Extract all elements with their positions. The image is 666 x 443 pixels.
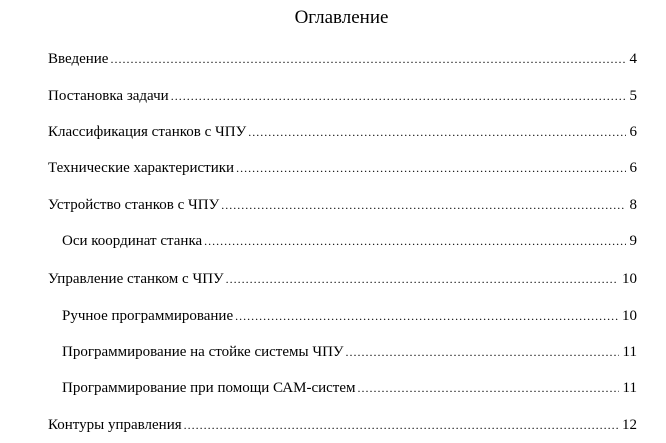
dot-leader (226, 268, 618, 290)
toc-entry-label: Ручное программирование (62, 308, 234, 324)
toc-entry-specifications[interactable] (0, 157, 666, 179)
toc-entry-page: 10 (622, 308, 637, 324)
toc-entry-label: Оси координат станка (62, 233, 203, 249)
page-title: Оглавление (294, 7, 389, 28)
toc-entry-page: 12 (622, 417, 637, 433)
toc-entry-label: Устройство станков с ЧПУ (48, 197, 220, 213)
dot-leader (346, 341, 619, 363)
toc-entry-page: 11 (622, 344, 637, 360)
toc-entry-page: 10 (622, 271, 637, 287)
toc-entry-page: 6 (629, 124, 637, 140)
toc-entry-problem-statement[interactable] (0, 85, 666, 107)
toc-entry-label: Программирование при помощи САМ-систем (62, 380, 356, 396)
dot-leader (184, 414, 618, 436)
toc-entry-coordinate-axes[interactable] (0, 230, 666, 252)
dot-leader (221, 194, 625, 216)
toc-entry-label: Программирование на стойке системы ЧПУ (62, 344, 344, 360)
toc-entry-cnc-rack-programming[interactable] (0, 341, 666, 363)
toc-entry-label: Введение (48, 51, 109, 67)
toc-entry-structure[interactable] (0, 194, 666, 216)
toc-entry-page: 8 (629, 197, 637, 213)
toc-entry-manual-programming[interactable] (0, 305, 666, 327)
toc-entry-page: 11 (622, 380, 637, 396)
toc-entry-cam-programming[interactable] (0, 377, 666, 399)
toc-entry-classification[interactable] (0, 121, 666, 143)
toc-entry-label: Управление станком с ЧПУ (48, 271, 224, 287)
toc-entry-label: Постановка задачи (48, 88, 169, 104)
dot-leader (248, 121, 625, 143)
dot-leader (110, 48, 625, 70)
toc-entry-page: 4 (629, 51, 637, 67)
toc-entry-label: Технические характеристики (48, 160, 235, 176)
toc-entry-control-loops[interactable] (0, 414, 666, 436)
toc-entry-machine-control[interactable] (0, 268, 666, 290)
dot-leader (204, 230, 625, 252)
dot-leader (358, 377, 619, 399)
toc-entry-introduction[interactable] (0, 48, 666, 70)
toc-entry-page: 6 (629, 160, 637, 176)
dot-leader (236, 157, 625, 179)
toc-entry-label: Классификация станков с ЧПУ (48, 124, 247, 140)
dot-leader (171, 85, 626, 107)
dot-leader (235, 305, 618, 327)
toc-entry-label: Контуры управления (48, 417, 182, 433)
toc-entry-page: 9 (629, 233, 637, 249)
toc-entry-page: 5 (629, 88, 637, 104)
